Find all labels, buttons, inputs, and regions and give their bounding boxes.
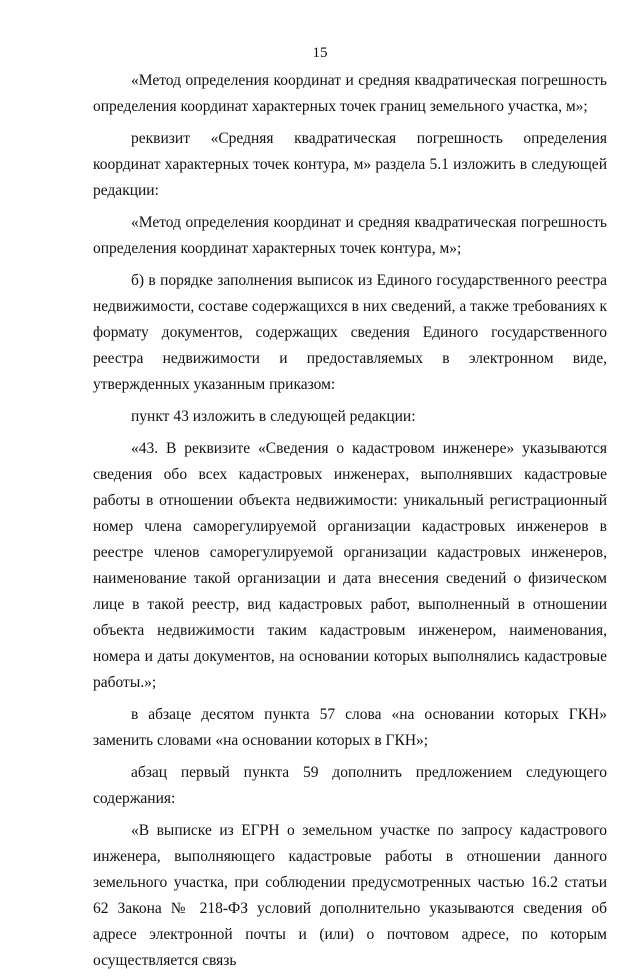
paragraph: абзац первый пункта 59 дополнить предложением следующего содержания: [93,764,607,807]
paragraph: «Метод определения координат и средняя квадратическая погрешность определения координат характерных точек границ земельного участка, м»; [93,72,607,115]
paragraph: «В выписке из ЕГРН о земельном участке по запросу кадастрового инженера, выполняющего кадастровые работы в отношении данного земельного участка, при соблюдении предусмотренных частью 16.2 статьи 62 Закона № 218-ФЗ условий дополнительно указываются сведения об адресе электронной почты и (или) о почтовом адресе, по которым осуществляется связь [93,822,607,969]
document-body [93,68,607,980]
paragraph: в абзаце десятом пункта 57 слова «на основании которых ГКН» заменить словами «на основании которых в ГКН»; [93,706,607,749]
paragraph: б) в порядке заполнения выписок из Единого государственного реестра недвижимости, составе содержащихся в них сведений, а также требованиях к формату документов, содержащих сведения Единого государственного реестра недвижимости и предоставляемых в электронном виде, утвержденных указанным приказом: [93,272,607,393]
page-number: 15 [312,45,328,61]
paragraph: «43. В реквизите «Сведения о кадастровом инженере» указываются сведения обо всех кадастровых инженерах, выполнявших кадастровые работы в отношении объекта недвижимости: уникальный регистрационный номер члена саморегулируемой организации кадастровых инженеров в реестре членов саморегулируемой организации кадастровых инженеров, наименование такой организации и дата внесения сведений о физическом лице в такой реестр, вид кадастровых работ, выполненный в отношении объекта недвижимости таким кадастровым инженером, наименования, номера и даты документов, на основании которых выполнялись кадастровые работы.»; [93,440,607,691]
paragraph: «Метод определения координат и средняя квадратическая погрешность определения координат характерных точек контура, м»; [93,214,607,257]
paragraph: реквизит «Средняя квадратическая погрешность определения координат характерных точек контура, м» раздела 5.1 изложить в следующей редакции: [93,130,607,199]
paragraph: пункт 43 изложить в следующей редакции: [131,408,416,425]
